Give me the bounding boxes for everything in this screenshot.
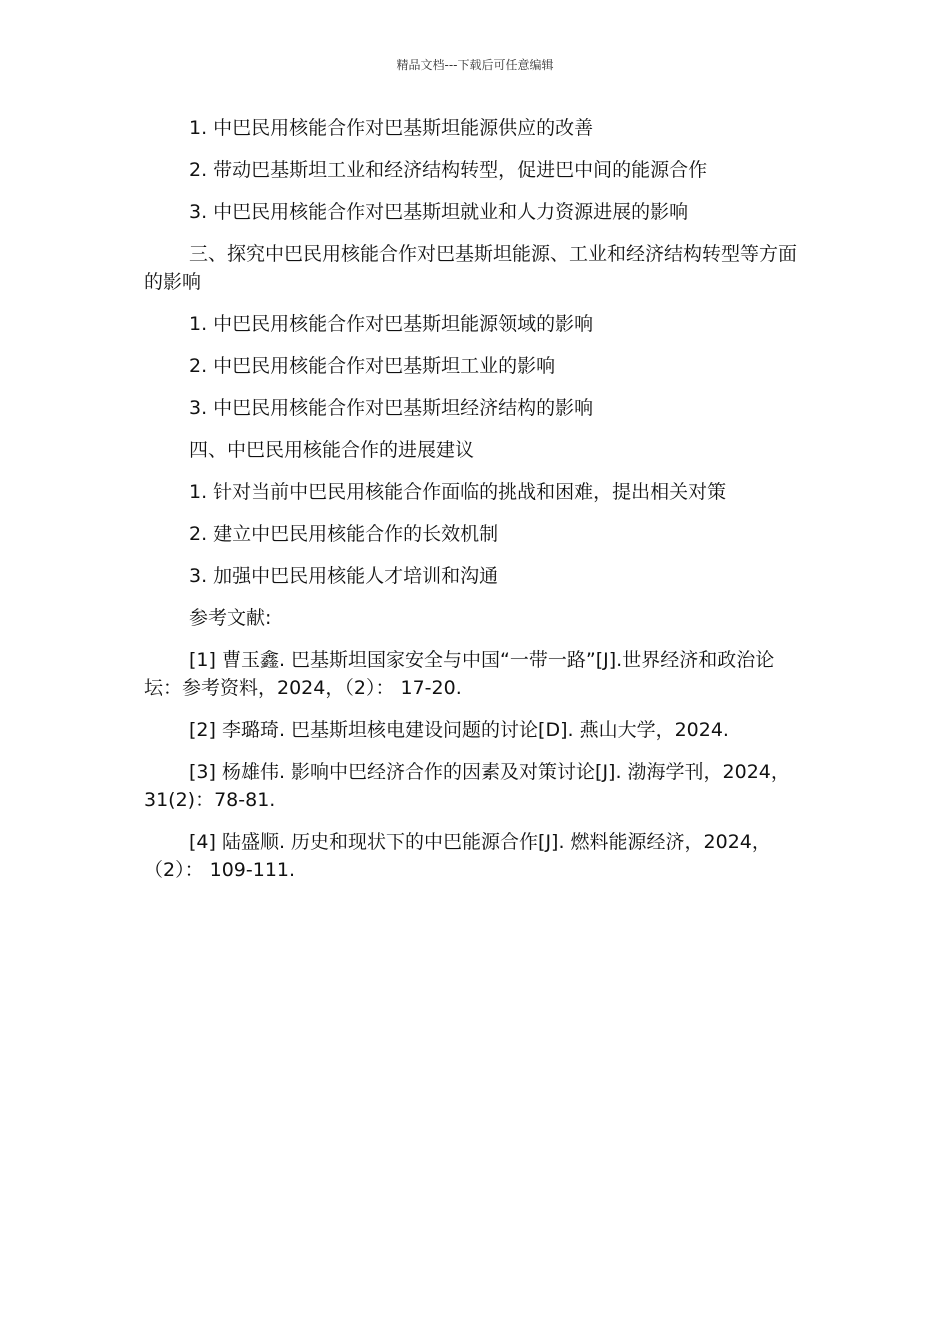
section-heading: 四、中巴民用核能合作的进展建议 xyxy=(189,439,475,461)
reference-item: [4] 陆盛顺. 历史和现状下的中巴能源合作[J]. 燃料能源经济，2024，（2）： 109-111. xyxy=(144,831,771,881)
outline-item: 2. 带动巴基斯坦工业和经济结构转型，促进巴中间的能源合作 xyxy=(189,159,708,181)
reference-item: [1] 曹玉鑫. 巴基斯坦国家安全与中国“一带一路”[J].世界经济和政治论坛：参考资料，2024，（2）： 17-20. xyxy=(144,649,775,699)
reference-item: [3] 杨雄伟. 影响中巴经济合作的因素及对策讨论[J]. 渤海学刊，2024，31(2)：78-81. xyxy=(144,761,790,811)
outline-item: 3. 加强中巴民用核能人才培训和沟通 xyxy=(189,565,499,587)
outline-item: 2. 中巴民用核能合作对巴基斯坦工业的影响 xyxy=(189,355,556,377)
reference-item: [2] 李璐琦. 巴基斯坦核电建设问题的讨论[D]. 燕山大学，2024. xyxy=(189,719,729,741)
outline-item: 1. 中巴民用核能合作对巴基斯坦能源领域的影响 xyxy=(189,313,594,335)
document-body xyxy=(144,114,810,898)
outline-item: 1. 中巴民用核能合作对巴基斯坦能源供应的改善 xyxy=(189,117,594,139)
outline-item: 1. 针对当前中巴民用核能合作面临的挑战和困难，提出相关对策 xyxy=(189,481,727,503)
section-heading: 三、探究中巴民用核能合作对巴基斯坦能源、工业和经济结构转型等方面的影响 xyxy=(144,243,798,293)
page-header: 精品文档---下载后可任意编辑 xyxy=(396,58,554,72)
outline-item: 3. 中巴民用核能合作对巴基斯坦经济结构的影响 xyxy=(189,397,594,419)
references-heading: 参考文献: xyxy=(189,607,272,629)
outline-item: 3. 中巴民用核能合作对巴基斯坦就业和人力资源进展的影响 xyxy=(189,201,689,223)
outline-item: 2. 建立中巴民用核能合作的长效机制 xyxy=(189,523,499,545)
